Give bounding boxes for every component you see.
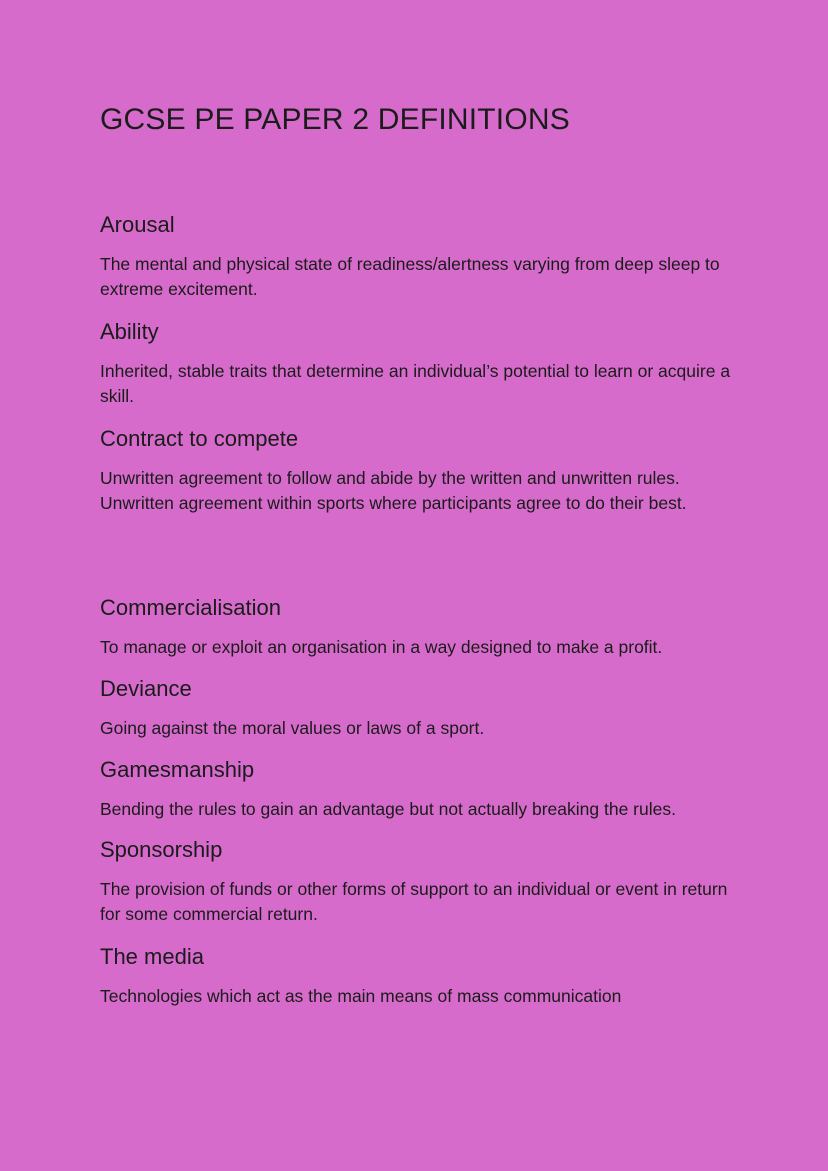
definition-text: Technologies which act as the main means of mass communication	[100, 986, 622, 1006]
page-title: GCSE PE PAPER 2 DEFINITIONS	[100, 103, 570, 136]
term-heading: Ability	[100, 319, 159, 344]
definition-entry-deviance	[100, 675, 740, 741]
term-heading: Arousal	[100, 212, 175, 237]
definition-text: Inherited, stable traits that determine an individual’s potential to learn or acquire a skill.	[100, 361, 731, 406]
definition-text: Going against the moral values or laws of a sport.	[100, 718, 485, 738]
definition-entry-commercialisation	[100, 594, 740, 660]
term-heading: Sponsorship	[100, 837, 223, 862]
definition-text: Unwritten agreement to follow and abide by the written and unwritten rules. Unwritten agreement within sports where participants agree to do their best.	[100, 468, 687, 513]
term-heading: Gamesmanship	[100, 757, 255, 782]
definition-entry-sponsorship	[100, 836, 740, 927]
definition-entry-arousal	[100, 211, 740, 302]
definition-text: Bending the rules to gain an advantage but not actually breaking the rules.	[100, 799, 676, 819]
term-heading: Deviance	[100, 676, 192, 701]
term-heading: The media	[100, 944, 204, 969]
definition-entry-ability	[100, 318, 740, 409]
term-heading: Commercialisation	[100, 595, 281, 620]
term-heading: Contract to compete	[100, 426, 299, 451]
definition-text: The mental and physical state of readiness/alertness varying from deep sleep to extreme excitement.	[100, 254, 720, 299]
definition-text: The provision of funds or other forms of support to an individual or event in return for some commercial return.	[100, 879, 728, 924]
definition-entry-contract-to-compete	[100, 425, 740, 516]
definition-text: To manage or exploit an organisation in a way designed to make a profit.	[100, 637, 663, 657]
definition-entry-gamesmanship	[100, 756, 740, 822]
definition-entry-the-media	[100, 943, 740, 1009]
